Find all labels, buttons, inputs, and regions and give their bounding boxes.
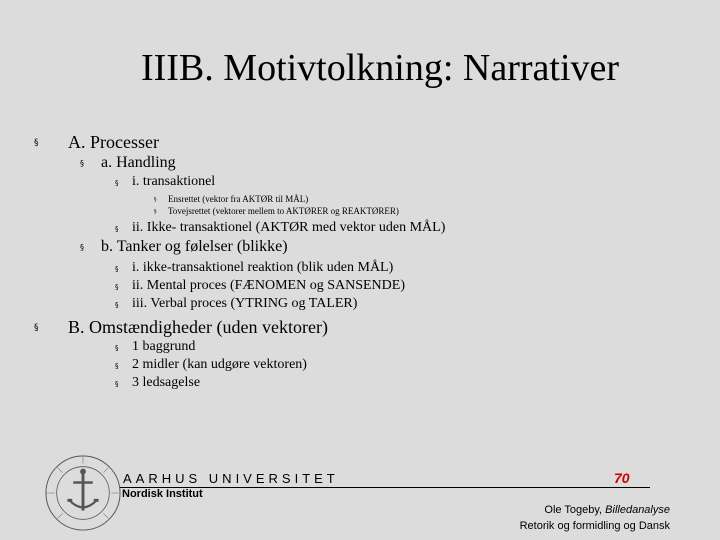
author-credit: [544, 504, 670, 516]
university-name: AARHUS UNIVERSITET: [123, 471, 339, 486]
bullet-icon: §: [80, 159, 84, 168]
outline-item-label: 3 ledsagelse: [132, 375, 201, 390]
work-title: Billedanalyse: [605, 504, 670, 516]
bullet-icon: §: [115, 380, 119, 388]
bullet-icon: §: [115, 265, 119, 273]
university-seal-logo: [44, 454, 122, 532]
outline-item-label: A. Processer: [68, 132, 159, 152]
outline-item-label: i. ikke-transaktionel reaktion (blik uden MÅL): [132, 260, 394, 275]
bullet-icon: §: [115, 362, 119, 370]
page-number: 70: [614, 470, 630, 486]
bullet-icon: §: [34, 138, 39, 148]
outline-item-label: ii. Mental proces (FÆNOMEN og SANSENDE): [132, 278, 405, 293]
outline-item-label: iii. Verbal proces (YTRING og TALER): [132, 296, 358, 311]
bullet-icon: §: [115, 301, 119, 309]
institute-name: Nordisk Institut: [122, 488, 203, 500]
bullet-icon: §: [115, 225, 119, 233]
outline-item-label: 1 baggrund: [132, 339, 196, 354]
author-name: Ole Togeby,: [544, 504, 606, 516]
bullet-icon: §: [154, 209, 157, 215]
outline-item-label: a. Handling: [101, 154, 176, 171]
course-name: Retorik og formidling og Dansk: [519, 520, 670, 532]
bullet-icon: §: [115, 283, 119, 291]
outline-item-label: i. transaktionel: [132, 174, 216, 189]
outline-item-label: ii. Ikke- transaktionel (AKTØR med vektor uden MÅL): [132, 220, 446, 235]
outline-item-label: 2 midler (kan udgøre vektoren): [132, 357, 307, 372]
bullet-icon: §: [154, 197, 157, 203]
outline-item-label: b. Tanker og følelser (blikke): [101, 238, 288, 255]
outline-item-label: Ensrettet (vektor fra AKTØR til MÅL): [168, 194, 309, 204]
bullet-icon: §: [34, 323, 39, 333]
slide-title: IIIB. Motivtolkning: Narrativer: [140, 47, 620, 89]
bullet-icon: §: [115, 344, 119, 352]
outline-item-label: Tovejsrettet (vektorer mellem to AKTØRER og REAKTØRER): [168, 206, 399, 216]
bullet-icon: §: [115, 179, 119, 187]
bullet-icon: §: [80, 243, 84, 252]
outline-item-label: B. Omstændigheder (uden vektorer): [68, 317, 328, 337]
